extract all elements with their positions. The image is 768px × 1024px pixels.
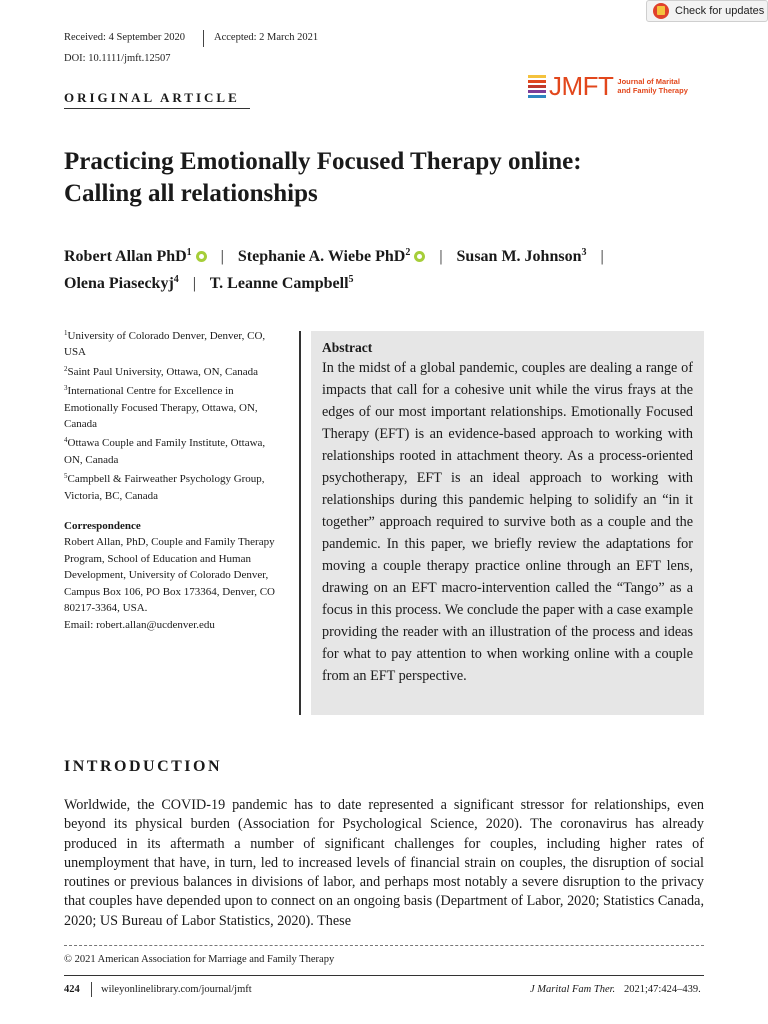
journal-name (617, 77, 687, 95)
logo-bar (528, 80, 546, 83)
abstract-panel (311, 331, 704, 715)
affiliation-number: 2 (64, 364, 68, 373)
correspondence-email[interactable]: Email: robert.allan@ucdenver.edu (64, 618, 215, 631)
affiliation-number: 3 (64, 384, 68, 393)
journal-abbreviation: J Marital Fam Ther. (530, 984, 616, 995)
logo-bar (528, 95, 546, 98)
author-affil-sup: 4 (173, 274, 179, 285)
footer-divider (91, 982, 92, 997)
author-separator: | (439, 248, 443, 265)
orcid-icon[interactable] (196, 251, 207, 262)
abstract-text: In the midst of a global pandemic, couples are dealing a range of impacts that call for a cohesive unit while the virus frays at the edges of our most important relationships. Emotionally Focused Therapy (EFT) is an evidence-based approach to working with relationships rooted in attachment theory. As a process-oriented psychotherapy, EFT is an ideal approach to working with relationships during this pandemic helping to solidify an “in it together” approach required to survive both as a couple and the pandemic. In this paper, we briefly review the adaptations for moving a couple therapy practice online through an EFT lens, drawing on an EFT macro-intervention called the “Tango” as a focus in this process. We conclude the paper with a case example providing the reader with an illustration of the process and ideas for what to pay attention to when working online with a couple from an EFT perspective. (322, 360, 693, 684)
author-separator: | (600, 248, 604, 265)
check-for-updates-label: Check for updates (675, 5, 765, 17)
abstract-rule (299, 331, 301, 715)
page-number: 424 (64, 984, 80, 995)
logo-bar (528, 75, 546, 78)
author-name[interactable]: Susan M. Johnson (456, 248, 582, 265)
correspondence-heading: Correspondence (64, 520, 141, 533)
author-name[interactable]: Olena Piaseckyj (64, 275, 174, 292)
journal-url[interactable]: wileyonlinelibrary.com/journal/jmft (101, 984, 252, 995)
affiliation-item (64, 471, 284, 504)
author-line-1 (64, 243, 714, 270)
author-affil-sup: 1 (186, 247, 192, 258)
affiliation-text: Ottawa Couple and Family Institute, Ottawa, ON, Canada (64, 437, 266, 466)
footer-rule (64, 975, 704, 976)
abstract-heading: Abstract (322, 340, 373, 355)
received-date: Received: 4 September 2020 (64, 32, 186, 43)
affiliation-item (64, 328, 284, 361)
author-list (64, 243, 714, 297)
accepted-date: Accepted: 2 March 2021 (214, 32, 319, 43)
article-type: ORIGINAL ARTICLE (64, 90, 240, 105)
article-title (64, 146, 704, 210)
introduction-text: Worldwide, the COVID-19 pandemic has to date represented a significant stressor for relationships, even beyond its physical burden (Association for Psychological Science, 2020). The coronavirus has already produced in its aftermath a number of significant challenges for couples, including higher rates of unemployment that have, in turn, led to increased levels of financial strain on couples, the disruption of social routines or previous balances in divisions of labor, and perhaps most notably a severe disruption to the privacy that couples have depended upon to connect on an ongoing basis (Department of Labor, 2020; Statistics Canada, 2020; US Bureau of Labor Statistics, 2020). These (64, 797, 704, 929)
author-name[interactable]: Stephanie A. Wiebe PhD (237, 248, 406, 265)
footer-dotted-rule (64, 945, 704, 946)
author-name[interactable]: Robert Allan PhD (64, 248, 187, 265)
author-affil-sup: 2 (405, 247, 411, 258)
title-line-2: Calling all relationships (64, 180, 318, 207)
author-line-2 (64, 270, 714, 297)
affiliation-text: Campbell & Fairweather Psychology Group, Victoria, BC, Canada (64, 473, 265, 502)
copyright: © 2021 American Association for Marriage and Family Therapy (64, 954, 335, 965)
correspondence-text: Robert Allan, PhD, Couple and Family Therapy Program, School of Education and Human Development, University of Colorado Denver, Campus Box 106, PO Box 173364, Denver, CO 80217-3364, USA. (64, 536, 276, 615)
author-separator: | (220, 248, 224, 265)
doi[interactable]: DOI: 10.1111/jmft.12507 (64, 53, 171, 64)
affiliation-item (64, 435, 284, 468)
logo-bar (528, 90, 546, 93)
crossmark-icon (653, 3, 669, 19)
affiliation-item (64, 383, 284, 432)
logo-bar (528, 85, 546, 88)
author-affil-sup: 3 (581, 247, 587, 258)
affiliation-number: 4 (64, 436, 68, 445)
affiliation-text: Saint Paul University, Ottawa, ON, Canada (67, 365, 259, 378)
author-name[interactable]: T. Leanne Campbell (209, 275, 349, 292)
section-heading: INTRODUCTION (64, 758, 223, 775)
journal-logo (528, 73, 688, 99)
header-divider (203, 30, 204, 47)
journal-name-line2: and Family Therapy (617, 86, 688, 95)
journal-name-line1: Journal of Marital (617, 77, 680, 86)
title-line-1: Practicing Emotionally Focused Therapy online: (64, 148, 582, 175)
orcid-icon[interactable] (414, 251, 425, 262)
affiliation-text: International Centre for Excellence in Emotionally Focused Therapy, Ottawa, ON, Canada (64, 385, 258, 431)
affiliation-number: 5 (64, 472, 68, 481)
article-type-underline (64, 108, 250, 109)
affiliations (64, 328, 284, 633)
logo-bars-icon (528, 75, 546, 98)
journal-abbr: JMFT (549, 71, 614, 101)
check-for-updates-button[interactable] (646, 0, 768, 22)
affiliation-text: University of Colorado Denver, Denver, CO, USA (64, 330, 266, 359)
affiliation-item (64, 364, 284, 380)
author-affil-sup: 5 (348, 274, 354, 285)
affiliation-number: 1 (64, 329, 68, 337)
citation: 2021;47:424–439. (624, 984, 701, 995)
author-separator: | (192, 275, 196, 292)
